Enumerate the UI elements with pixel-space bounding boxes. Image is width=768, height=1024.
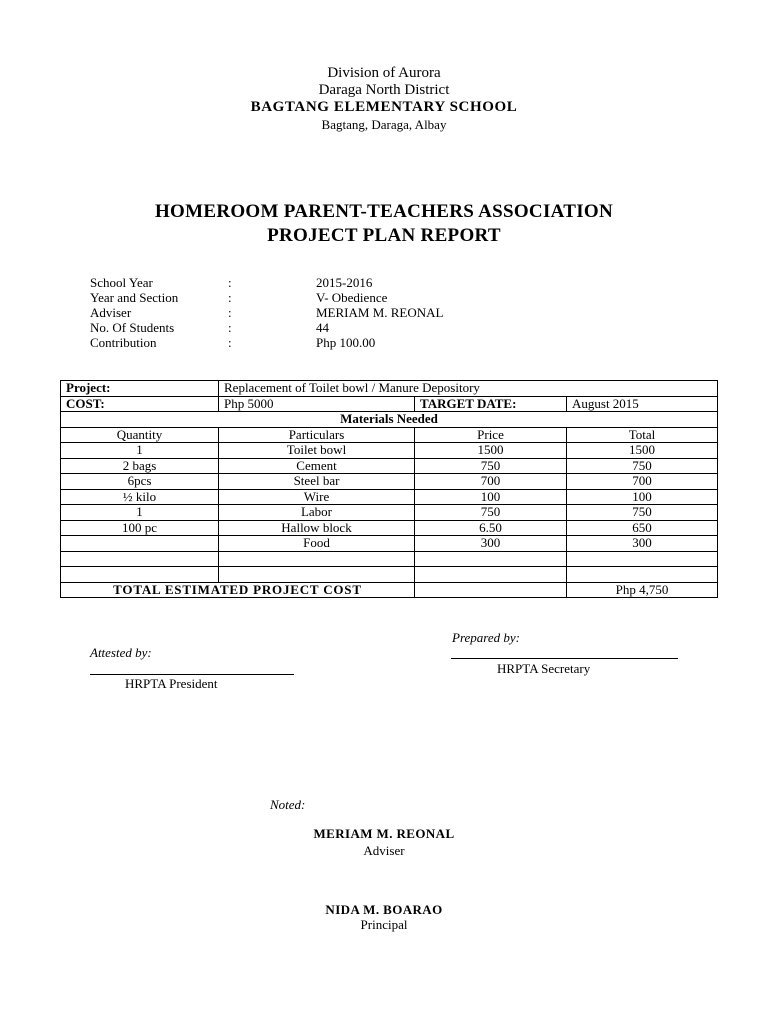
principal-name: NIDA M. BOARAO (325, 902, 443, 917)
column-header-price: Price (415, 427, 567, 443)
prepared-by-label: Prepared by: (452, 630, 520, 645)
cell-particulars: Food (219, 536, 415, 552)
cell-total: 650 (567, 520, 718, 536)
principal-title: Principal (360, 917, 408, 932)
info-label: No. Of Students (90, 320, 175, 335)
project-value: Replacement of Toilet bowl / Manure Depository (219, 381, 718, 397)
info-value: 2015-2016 (316, 275, 373, 290)
total-estimated-cost-value: Php 4,750 (567, 582, 718, 598)
column-header-row (61, 427, 718, 443)
cell-total: 750 (567, 505, 718, 521)
info-school-year (90, 275, 590, 290)
table-row (61, 567, 718, 583)
cell-price: 100 (415, 489, 567, 505)
info-contribution (90, 335, 590, 350)
table-row (61, 443, 718, 459)
info-label: Year and Section (90, 290, 179, 305)
info-adviser (90, 305, 590, 320)
secretary-signature-line (451, 658, 678, 659)
cell-quantity (61, 567, 219, 583)
cell-particulars (219, 567, 415, 583)
cell-quantity: ½ kilo (61, 489, 219, 505)
cell-particulars (219, 551, 415, 567)
adviser-title: Adviser (363, 843, 405, 858)
table-row (61, 474, 718, 490)
cell-particulars: Hallow block (219, 520, 415, 536)
info-value: V- Obedience (316, 290, 388, 305)
cell-price: 750 (415, 505, 567, 521)
cell-quantity: 2 bags (61, 458, 219, 474)
cell-total: 300 (567, 536, 718, 552)
total-estimated-cost-label: TOTAL ESTIMATED PROJECT COST (61, 582, 415, 598)
info-value: 44 (316, 320, 329, 335)
project-row (61, 381, 718, 397)
target-date-label: TARGET DATE: (415, 396, 567, 412)
cell-price (415, 567, 567, 583)
column-header-particulars: Particulars (219, 427, 415, 443)
report-title-line-2: PROJECT PLAN REPORT (267, 225, 501, 246)
cell-price: 6.50 (415, 520, 567, 536)
adviser-name: MERIAM M. REONAL (313, 826, 455, 841)
cell-total: 700 (567, 474, 718, 490)
cell-particulars: Wire (219, 489, 415, 505)
info-students (90, 320, 590, 335)
info-value: MERIAM M. REONAL (316, 305, 444, 320)
table-row (61, 551, 718, 567)
info-colon: : (228, 290, 232, 305)
cell-price: 300 (415, 536, 567, 552)
info-colon: : (228, 335, 232, 350)
cost-value: Php 5000 (219, 396, 415, 412)
cell-quantity: 6pcs (61, 474, 219, 490)
table-row (61, 520, 718, 536)
secretary-title: HRPTA Secretary (497, 661, 591, 676)
school-name: BAGTANG ELEMENTARY SCHOOL (250, 99, 518, 115)
cell-particulars: Toilet bowl (219, 443, 415, 459)
info-colon: : (228, 320, 232, 335)
cell-quantity: 1 (61, 443, 219, 459)
materials-heading-row (61, 412, 718, 428)
info-label: School Year (90, 275, 153, 290)
noted-label: Noted: (270, 797, 306, 812)
table-row (61, 505, 718, 521)
cost-label: COST: (61, 396, 219, 412)
cell-price: 1500 (415, 443, 567, 459)
cell-total (567, 567, 718, 583)
cell-particulars: Cement (219, 458, 415, 474)
target-date-value: August 2015 (567, 396, 718, 412)
attested-by-label: Attested by: (90, 645, 152, 660)
column-header-total: Total (567, 427, 718, 443)
table-row (61, 458, 718, 474)
info-value: Php 100.00 (316, 335, 376, 350)
cell-price (415, 551, 567, 567)
cell-total: 750 (567, 458, 718, 474)
cell-total: 100 (567, 489, 718, 505)
cell-quantity (61, 551, 219, 567)
cell-quantity: 100 pc (61, 520, 219, 536)
column-header-quantity: Quantity (61, 427, 219, 443)
school-address: Bagtang, Daraga, Albay (321, 117, 447, 132)
info-year-section (90, 290, 590, 305)
info-colon: : (228, 275, 232, 290)
president-title: HRPTA President (125, 676, 218, 691)
cell-particulars: Steel bar (219, 474, 415, 490)
cell-particulars: Labor (219, 505, 415, 521)
info-colon: : (228, 305, 232, 320)
president-signature-line (90, 674, 294, 675)
cell-quantity (61, 536, 219, 552)
table-row (61, 489, 718, 505)
cost-row (61, 396, 718, 412)
cell-total (567, 551, 718, 567)
report-title-line-1: HOMEROOM PARENT-TEACHERS ASSOCIATION (154, 201, 614, 222)
info-label: Adviser (90, 305, 132, 320)
division-name: Division of Aurora (327, 65, 441, 81)
district-name: Daraga North District (318, 82, 450, 98)
total-row (61, 582, 718, 598)
cell-price: 700 (415, 474, 567, 490)
info-label: Contribution (90, 335, 157, 350)
total-empty-cell (415, 582, 567, 598)
table-row (61, 536, 718, 552)
cell-quantity: 1 (61, 505, 219, 521)
project-plan-table (60, 380, 718, 598)
project-label: Project: (61, 381, 219, 397)
materials-heading: Materials Needed (61, 412, 718, 428)
cell-price: 750 (415, 458, 567, 474)
cell-total: 1500 (567, 443, 718, 459)
